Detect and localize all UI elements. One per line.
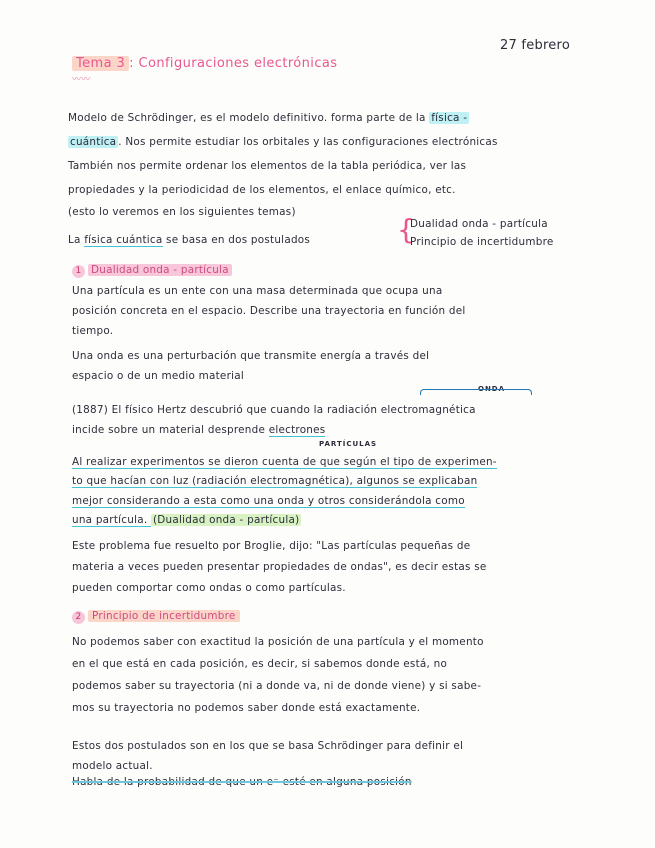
s1-p4-line4 xyxy=(72,514,301,526)
intro-line-3: También nos permite ordenar los elementos de la tabla periódica, ver las xyxy=(68,160,467,172)
intro-line-4: propiedades y la periodicidad de los elementos, el enlace químico, etc. xyxy=(68,184,456,196)
s1-text: una partícula. xyxy=(72,514,151,526)
section1-number: 1 xyxy=(72,265,85,278)
s2-p1-line2: en el que está en cada posición, es decir, si sabemos donde está, no xyxy=(72,658,448,670)
title-rest: : Configuraciones electrónicas xyxy=(129,56,338,71)
intro-line-2 xyxy=(68,136,498,148)
s1-p1-line1: Una partícula es un ente con una masa determinada que ocupa una xyxy=(72,285,443,297)
section1-heading xyxy=(72,264,232,278)
highlight-fisica: física - xyxy=(431,112,468,124)
intro-line-6 xyxy=(68,234,310,246)
postulado-1: Dualidad onda - partícula xyxy=(410,218,548,230)
section2-heading xyxy=(72,610,240,624)
s1-p5-line3: pueden comportar como ondas o como partículas. xyxy=(72,582,346,594)
s1-p4-line3 xyxy=(72,495,465,507)
s1-text: to que hacían con luz (radiación electromagnética), algunos se explicaban xyxy=(72,475,478,487)
intro-text: Modelo de Schrödinger, es el modelo definitivo. forma parte de la xyxy=(68,112,430,124)
s1-p3-line2 xyxy=(72,424,325,436)
s2-p2-line3 xyxy=(72,776,412,788)
title-underline: 〰〰 xyxy=(72,75,91,85)
s2-p2-line1: Estos dos postulados son en los que se basa Schrödinger para definir el xyxy=(72,740,464,752)
s1-text: mejor considerando a esta como una onda y otros considerándola como xyxy=(72,495,465,507)
brace-icon: { xyxy=(397,213,415,246)
s1-p5-line2: materia a veces pueden presentar propiedades de ondas", es decir estas se xyxy=(72,561,487,573)
underlined-electrones: electrones xyxy=(268,424,326,436)
section2-number: 2 xyxy=(72,611,85,624)
intro-line-1 xyxy=(68,112,469,124)
date: 27 febrero xyxy=(500,38,571,53)
title-tema: Tema 3 xyxy=(72,56,129,71)
s1-text: incide sobre un material desprende xyxy=(72,424,269,436)
s1-p1-line2: posición concreta en el espacio. Describe una trayectoria en función del xyxy=(72,305,466,317)
highlight-dualidad: (Dualidad onda - partícula) xyxy=(152,514,300,526)
brace-onda xyxy=(420,389,532,395)
s2-p1-line4: mos su trayectoria no podemos saber donde está exactamente. xyxy=(72,702,421,714)
struck-text: Habla de la probabilidad de que un e⁻ esté en alguna posición xyxy=(72,776,412,788)
postulado-2: Principio de incertidumbre xyxy=(410,236,554,248)
s1-p2-line2: espacio o de un medio material xyxy=(72,370,244,382)
s1-p5-line1: Este problema fue resuelto por Broglie, dijo: "Las partículas pequeñas de xyxy=(72,540,471,552)
s1-text: Al realizar experimentos se dieron cuenta de que según el tipo de experimen- xyxy=(72,456,497,468)
intro-text: . Nos permite estudiar los orbitales y las configuraciones electrónicas xyxy=(118,136,498,148)
s1-p2-line1: Una onda es una perturbación que transmite energía a través del xyxy=(72,350,430,362)
s2-p1-line3: podemos saber su trayectoria (ni a donde va, ni de donde viene) y si sabe- xyxy=(72,680,482,692)
label-particulas: PARTÍCULAS xyxy=(319,440,378,448)
s2-p2-line2: modelo actual. xyxy=(72,760,153,772)
s1-p4-line1 xyxy=(72,456,497,468)
section2-title: Principio de incertidumbre xyxy=(88,610,240,622)
section1-title: Dualidad onda - partícula xyxy=(88,264,232,276)
s1-p3-line1: (1887) El físico Hertz descubrió que cuando la radiación electromagnética xyxy=(72,404,476,416)
s1-p1-line3: tiempo. xyxy=(72,325,114,337)
intro-text: La xyxy=(68,234,85,246)
s1-p4-line2 xyxy=(72,475,477,487)
highlight-cuantica: cuántica xyxy=(70,136,117,148)
s2-p1-line1: No podemos saber con exactitud la posición de una partícula y el momento xyxy=(72,636,484,648)
page-title xyxy=(72,56,337,71)
intro-line-5: (esto lo veremos en los siguientes temas) xyxy=(68,206,296,218)
intro-text: se basa en dos postulados xyxy=(162,234,311,246)
underlined-fisica-cuantica: física cuántica xyxy=(84,234,163,246)
label-onda: ONDA xyxy=(478,385,506,393)
